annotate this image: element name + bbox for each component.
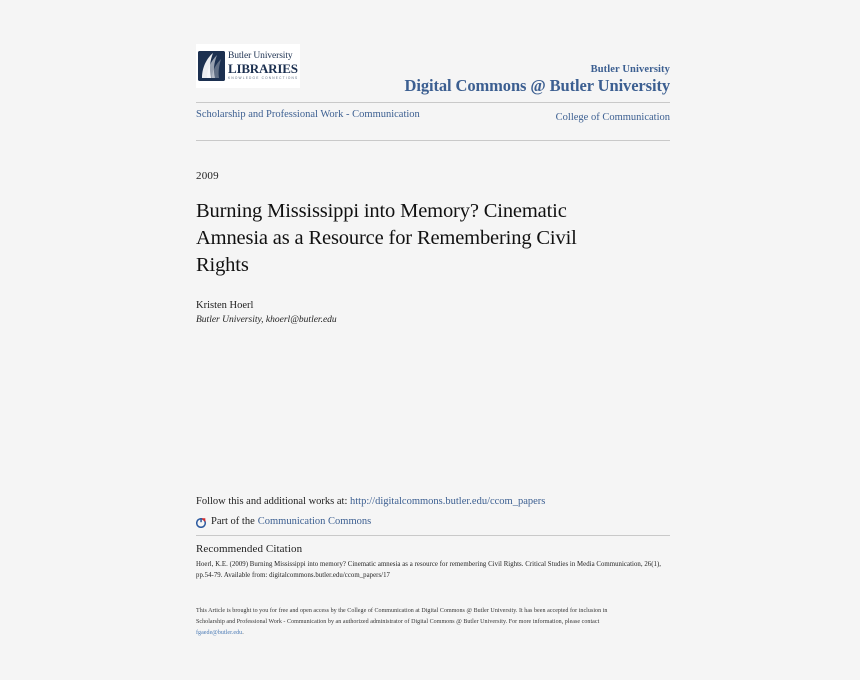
- academic-unit-name: College of Communication: [555, 112, 670, 123]
- disclaimer-trailing-punctuation: .: [242, 630, 244, 637]
- logo-wordmark: [228, 52, 298, 81]
- access-disclaimer: [196, 606, 611, 639]
- page-title: Burning Mississippi into Memory? Cinematic Amnesia as a Resource for Remembering Civil Rights: [196, 200, 577, 277]
- author-affiliation: Butler University, khoerl@butler.edu: [196, 315, 337, 326]
- repository-branding: [405, 64, 670, 96]
- publication-year: 2009: [196, 170, 219, 182]
- bepress-network-icon: [196, 517, 207, 528]
- series-bar: [196, 103, 670, 140]
- follow-block: [196, 494, 670, 529]
- follow-prefix-label: Follow this and additional works at:: [196, 496, 348, 507]
- part-of-label: Part of the: [211, 515, 255, 527]
- citation-divider: [196, 535, 670, 536]
- series-divider: [196, 140, 670, 141]
- article-header: [196, 170, 670, 328]
- follow-works-line: [196, 494, 670, 510]
- commons-line: [196, 515, 670, 530]
- communication-commons-link[interactable]: Communication Commons: [257, 515, 372, 527]
- logo-line-libraries: LIBRARIES: [228, 61, 298, 77]
- page-content-column: [196, 0, 670, 680]
- butler-university-libraries-logo: [196, 44, 300, 88]
- institution-name: Butler University: [590, 64, 670, 75]
- butler-flame-mark-icon: [198, 51, 225, 81]
- recommended-citation-block: [196, 535, 670, 581]
- logo-tagline: KNOWLEDGE CONNECTIONS: [228, 76, 299, 81]
- repository-series-link[interactable]: http://digitalcommons.butler.edu/ccom_papers: [350, 496, 546, 507]
- author-name: Kristen Hoerl: [196, 300, 254, 312]
- logo-line-butler-university: Butler University: [228, 50, 293, 61]
- citation-heading: Recommended Citation: [196, 543, 303, 555]
- citation-text: Hoerl, K.E. (2009) Burning Mississippi into memory? Cinematic amnesia as a resource for remembering Civil Rights. Critical Studies in Media Communication, 26(1), pp.54-79. Available from: digitalcommons.butler.edu/ccom_papers/17: [196, 561, 662, 579]
- repository-name: Digital Commons @ Butler University: [404, 75, 670, 95]
- collection-name: Scholarship and Professional Work - Communication: [196, 109, 420, 120]
- disclaimer-text: This Article is brought to you for free and open access by the College of Communication at Digital Commons @ Butler University. It has been accepted for inclusion in Scholarship and Professional Work - Communication by an authorized administrator of Digital Commons @ Butler University. For more information, please contact: [196, 608, 608, 626]
- contact-email-link[interactable]: fgaede@butler.edu: [196, 630, 243, 637]
- masthead: [196, 44, 670, 102]
